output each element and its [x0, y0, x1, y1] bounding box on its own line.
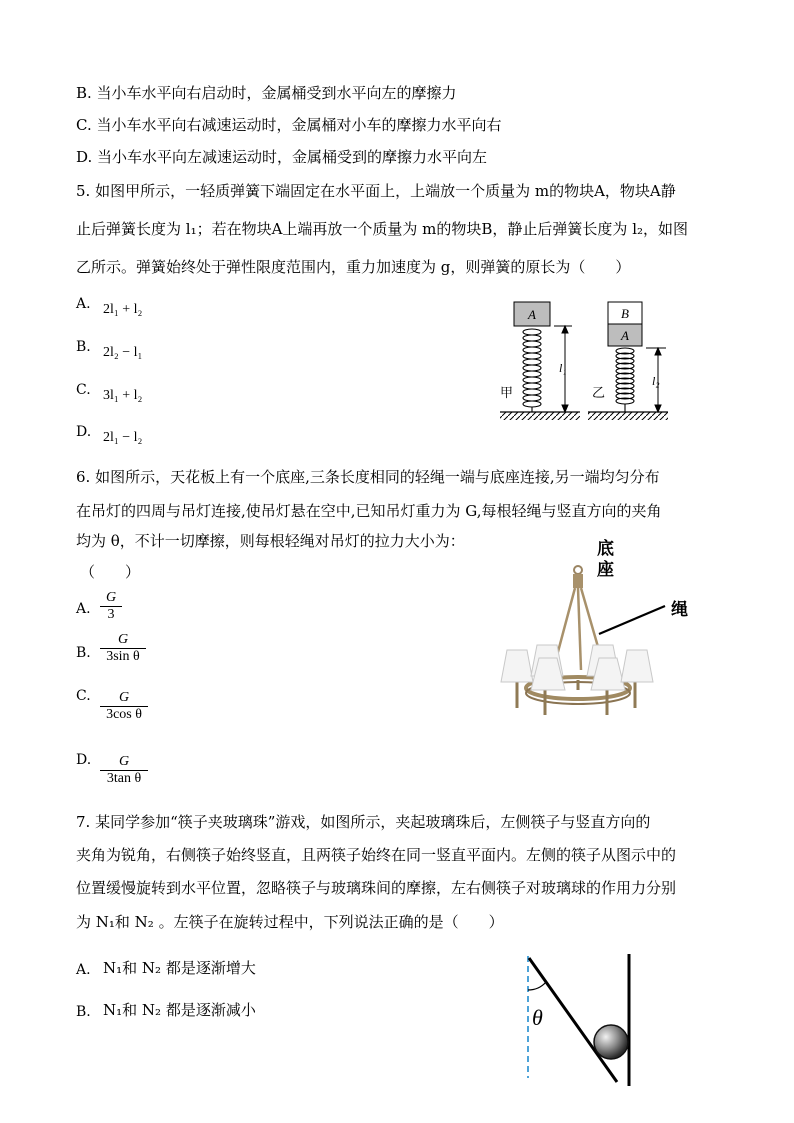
q7-option-b-label: B. — [76, 1004, 91, 1020]
q6-option-d-den: 3tan θ — [106, 771, 142, 786]
q6-option-a-den: 3 — [107, 607, 115, 622]
q6-option-d-label: D. — [76, 752, 92, 768]
jia-label: 甲 — [500, 385, 514, 400]
q6-option-a-num: G — [105, 590, 117, 605]
q6-option-d-num: G — [118, 754, 130, 769]
q5-option-b-label: B. — [76, 339, 91, 355]
ceiling-base — [573, 574, 583, 588]
q6-option-b-label: B. — [76, 645, 91, 661]
q7-chopsticks-figure — [515, 950, 645, 1090]
angle-arc — [528, 982, 546, 990]
block-a-yi-label: A — [621, 328, 629, 343]
q7-stem-line-1: 7. 某同学参加“筷子夹玻璃珠”游戏，如图所示，夹起玻璃珠后，左侧筷子与竖直方向的 — [76, 813, 651, 831]
spring-jia — [523, 329, 541, 412]
ground-jia — [500, 412, 580, 420]
q6-stem-line-1: 6. 如图所示，天花板上有一个底座,三条长度相同的轻绳一端与底座连接,另一端均匀分布 — [76, 468, 660, 486]
q6-option-a-fraction — [100, 590, 122, 623]
q7-stem-line-4: 为 N₁和 N₂ 。左筷子在旋转过程中，下列说法正确的是（ ） — [76, 913, 504, 931]
l1-label: l₁ — [559, 361, 567, 375]
rope-label: 绳 — [671, 600, 688, 619]
glass-bead — [594, 1025, 628, 1059]
q4-option-d: D. 当小车水平向左减速运动时，金属桶受到的摩擦力水平向左 — [76, 148, 488, 166]
q4-option-b: B. 当小车水平向右启动时，金属桶受到水平向左的摩擦力 — [76, 84, 457, 102]
q6-answer-paren: （ ） — [80, 563, 141, 581]
spring-yi — [616, 348, 634, 412]
q5-option-a-label: A. — [76, 296, 91, 312]
q4-option-c: C. 当小车水平向右减速运动时，金属桶对小车的摩擦力水平向右 — [76, 116, 502, 134]
q6-option-a-label: A. — [76, 601, 91, 617]
q6-option-c-fraction — [100, 690, 148, 723]
q7-option-a-text: N₁和 N₂ 都是逐渐增大 — [103, 959, 256, 977]
q6-stem-line-2: 在吊灯的四周与吊灯连接,使吊灯悬在空中,已知吊灯重力为 G,每根轻绳与竖直方向的夹角 — [76, 502, 662, 520]
q5-option-d-expr: 2l₁ − l₂ — [103, 430, 143, 445]
q5-stem-line-1: 5. 如图甲所示，一轻质弹簧下端固定在水平面上，上端放一个质量为 m的物块A，物块A静 — [76, 182, 676, 200]
q6-option-b-fraction — [100, 632, 146, 665]
q7-option-a-label: A. — [76, 962, 91, 978]
q5-stem-line-2: 止后弹簧长度为 l₁；若在物块A上端再放一个质量为 m的物块B，静止后弹簧长度为 l₂，如图 — [76, 220, 689, 238]
ground-yi — [588, 412, 668, 420]
q7-stem-line-2: 夹角为锐角，右侧筷子始终竖直，且两筷子始终在同一竖直平面内。左侧的筷子从图示中的 — [76, 846, 677, 864]
yi-label: 乙 — [592, 385, 606, 400]
ceiling-hook — [574, 566, 582, 574]
q6-option-d-fraction — [100, 754, 148, 787]
angle-label: θ — [532, 1005, 543, 1030]
base-label-1: 底 — [597, 539, 614, 558]
q5-stem-line-3: 乙所示。弹簧始终处于弹性限度范围内，重力加速度为 g，则弹簧的原长为（ ） — [76, 258, 631, 276]
q6-chandelier-figure — [495, 530, 705, 730]
q7-stem-line-3: 位置缓慢旋转到水平位置，忽略筷子与玻璃珠间的摩擦，左右侧筷子对玻璃球的作用力分别 — [76, 879, 677, 897]
q6-option-c-den: 3cos θ — [106, 707, 142, 722]
q5-option-c-expr: 3l₁ + l₂ — [103, 388, 143, 403]
q6-option-b-den: 3sin θ — [106, 649, 140, 664]
rope-pointer — [599, 606, 665, 634]
q6-option-c-num: G — [118, 690, 130, 705]
l2-label: l₂ — [652, 374, 660, 388]
q6-option-b-num: G — [117, 632, 129, 647]
q5-option-b-expr: 2l₂ − l₁ — [103, 345, 143, 360]
q5-option-c-label: C. — [76, 382, 91, 398]
q6-option-c-label: C. — [76, 688, 91, 704]
q7-option-b-text: N₁和 N₂ 都是逐渐减小 — [103, 1001, 256, 1019]
base-label-2: 座 — [597, 560, 614, 579]
q5-option-a-expr: 2l₁ + l₂ — [103, 302, 143, 317]
block-a-jia-label: A — [528, 307, 536, 322]
q5-option-d-label: D. — [76, 424, 92, 440]
block-b-yi-label: B — [621, 306, 629, 321]
q6-stem-line-3: 均为 θ，不计一切摩擦，则每根轻绳对吊灯的拉力大小为： — [76, 532, 465, 550]
q5-spring-figure — [490, 296, 680, 426]
